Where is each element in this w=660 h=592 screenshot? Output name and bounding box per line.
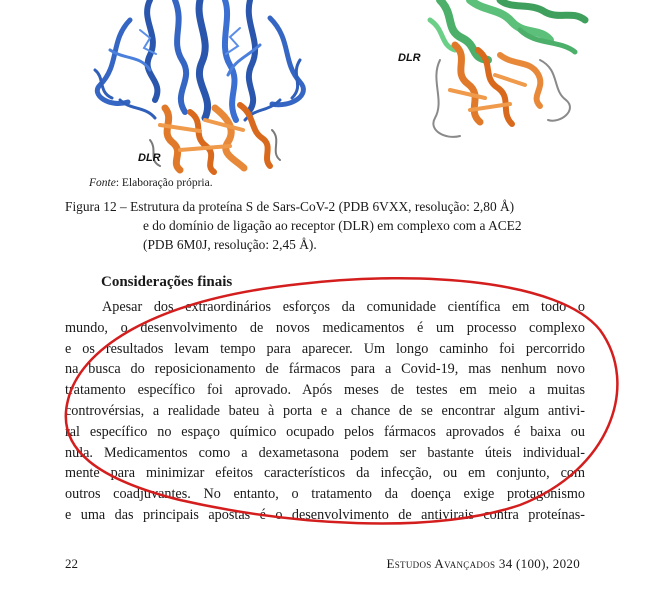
- body-line: ral específico no espaço químico ocupado pelos fármacos aprovados é baixa ou: [65, 423, 585, 440]
- body-line: mente para minimizar efeitos característicos da infecção, ou em conjunto, com: [65, 465, 585, 482]
- body-line: tratamento específico foi aprovado. Após meses de testes em meio a muitas: [65, 382, 585, 399]
- body-line: e uma das principais apostas é o desenvolvimento de antivirais contra proteínas-: [65, 506, 585, 523]
- caption-line: e do domínio de ligação ao receptor (DLR) em complexo com a ACE2: [143, 218, 522, 233]
- right-dlr-label: DLR: [398, 52, 421, 64]
- journal-reference: [387, 556, 581, 572]
- caption-line: (PDB 6M0J, resolução: 2,45 Å).: [143, 237, 317, 252]
- body-line: mundo, o desenvolvimento de novos medicamentos é um processo complexo: [65, 319, 585, 336]
- left-dlr-label: DLR: [138, 152, 161, 164]
- body-line: nula. Medicamentos como a dexametasona podem ser bastante úteis individual-: [65, 444, 585, 461]
- body-line: controvérsias, a realidade bateu à porta e a chance de se encontrar algum antivi-: [65, 402, 585, 419]
- protein-structure-figure: [0, 0, 660, 180]
- body-line: outros coadjuvantes. No entanto, o tratamento da doença exige protagonismo: [65, 486, 585, 503]
- body-line: Apesar dos extraordinários esforços da comunidade científica em todo o: [102, 299, 585, 315]
- figure-source-text: : Elaboração própria.: [115, 177, 213, 189]
- section-title: Considerações finais: [101, 274, 233, 290]
- body-line: na busca do reposicionamento de fármacos para a Covid-19, mas nenhum novo: [65, 361, 585, 378]
- body-line: e os resultados levam tempo para aparecer. Um longo caminho foi percorrido: [65, 340, 585, 357]
- journal-issue: 34 (100), 2020: [498, 556, 580, 571]
- page-number: 22: [65, 556, 78, 571]
- ace2-ribbon: [430, 0, 585, 60]
- figure-source-prefix: Fonte: [89, 177, 116, 189]
- journal-name: Estudos Avançados: [386, 556, 496, 571]
- rbd-ribbon-left: [150, 105, 280, 172]
- spike-protein-ribbon: [95, 0, 303, 120]
- caption-line: Figura 12 – Estrutura da proteína S de Sars-CoV-2 (PDB 6VXX, resolução: 2,80 Å): [65, 199, 515, 214]
- figure-caption: [65, 197, 585, 254]
- section-body: [65, 297, 585, 526]
- rbd-ribbon-right: [433, 45, 570, 137]
- figure-source: [89, 177, 213, 189]
- protein-ribbon-illustration: [0, 0, 660, 180]
